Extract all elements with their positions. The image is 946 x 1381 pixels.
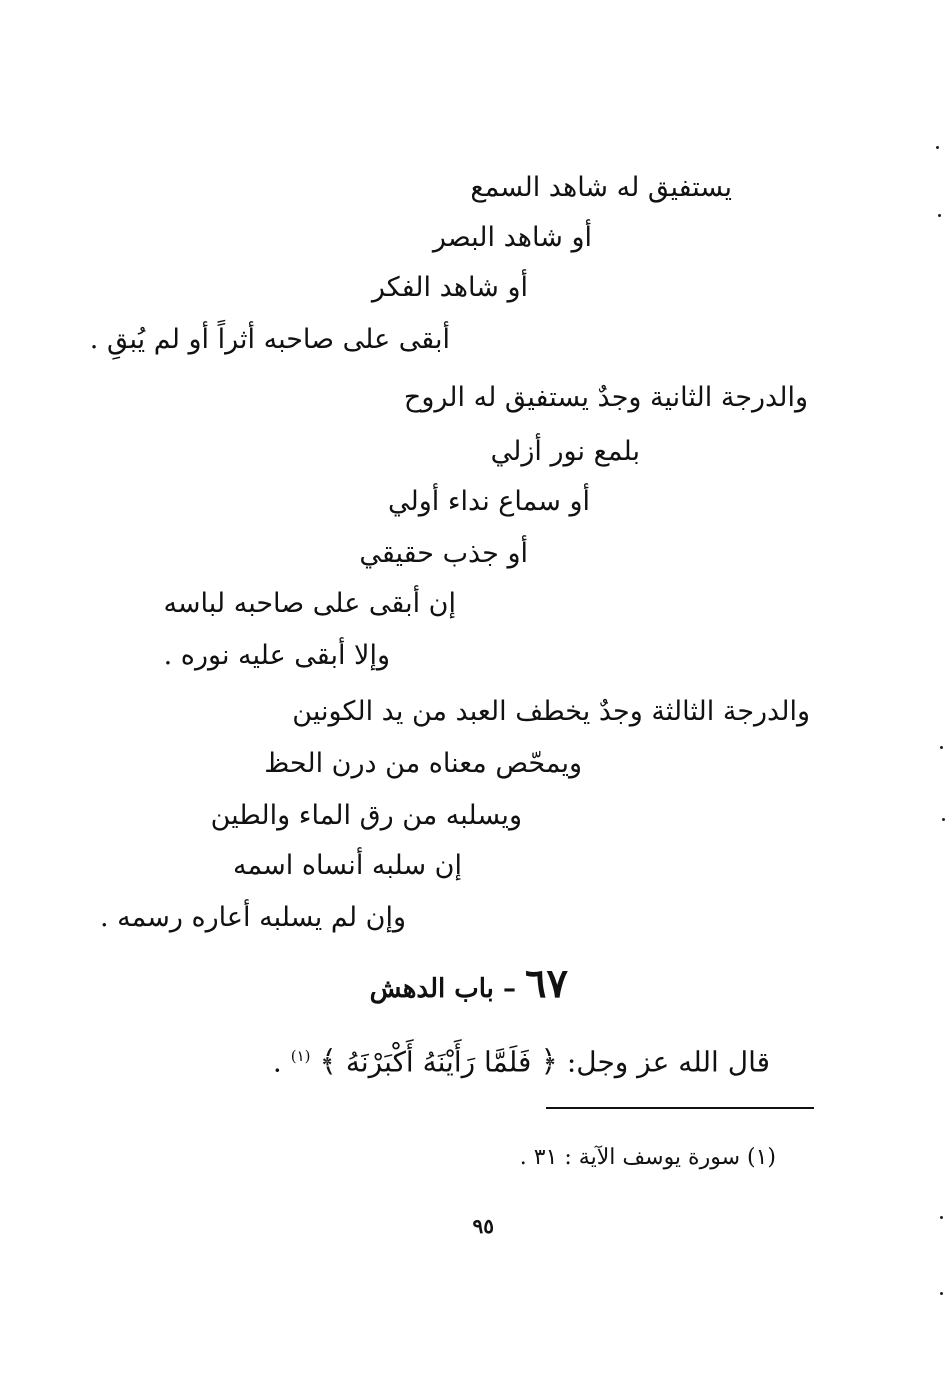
body-line: ويسلبه من رق الماء والطين	[210, 800, 522, 831]
page-number: ٩٥	[472, 1214, 494, 1238]
body-line: وإلا أبقى عليه نوره .	[163, 640, 390, 671]
body-line: أو شاهد الفكر	[371, 272, 528, 303]
scan-speck	[938, 214, 941, 217]
body-line: إن أبقى على صاحبه لباسه	[163, 588, 456, 619]
body-line: أو جذب حقيقي	[359, 538, 528, 569]
verse-close-bracket: ﴾	[319, 1044, 337, 1080]
body-line: أو شاهد البصر	[432, 222, 592, 253]
body-line: أو سماع نداء أولي	[387, 486, 590, 517]
verse-open-bracket: ﴿	[540, 1044, 558, 1080]
chapter-number: ٦٧	[525, 960, 568, 1007]
body-line: وإن لم يسلبه أعاره رسمه .	[100, 902, 406, 933]
chapter-heading	[369, 960, 568, 1009]
body-line: والدرجة الثالثة وجدٌ يخطف العبد من يد الكونين	[292, 696, 810, 727]
footnote-reference: (١)	[290, 1047, 311, 1065]
quran-verse-line	[273, 1034, 770, 1084]
body-line: يستفيق له شاهد السمع	[470, 172, 732, 203]
verse-intro: قال الله عز وجل:	[566, 1045, 770, 1079]
body-line: والدرجة الثانية وجدٌ يستفيق له الروح	[403, 382, 808, 413]
footnote-divider	[546, 1107, 814, 1109]
body-line: إن سلبه أنساه اسمه	[233, 850, 462, 881]
verse-quote: فَلَمَّا رَأَيْنَهُ أَكْبَرْنَهُ	[345, 1045, 532, 1079]
chapter-dash: –	[502, 974, 516, 1004]
scan-speck	[936, 146, 939, 149]
body-line: أبقى على صاحبه أثراً أو لم يُبقِ .	[89, 324, 450, 355]
scan-speck	[940, 1292, 943, 1295]
body-line: ويمحّص معناه من درن الحظ	[264, 748, 582, 779]
chapter-title: باب الدهش	[369, 974, 494, 1004]
footnote: (١) سورة يوسف الآية : ٣١ .	[519, 1145, 776, 1170]
verse-end: .	[272, 1045, 282, 1079]
scan-speck	[940, 746, 943, 749]
scan-speck	[940, 1216, 943, 1219]
body-line: بلمع نور أزلي	[490, 436, 640, 467]
scan-speck	[942, 818, 945, 821]
